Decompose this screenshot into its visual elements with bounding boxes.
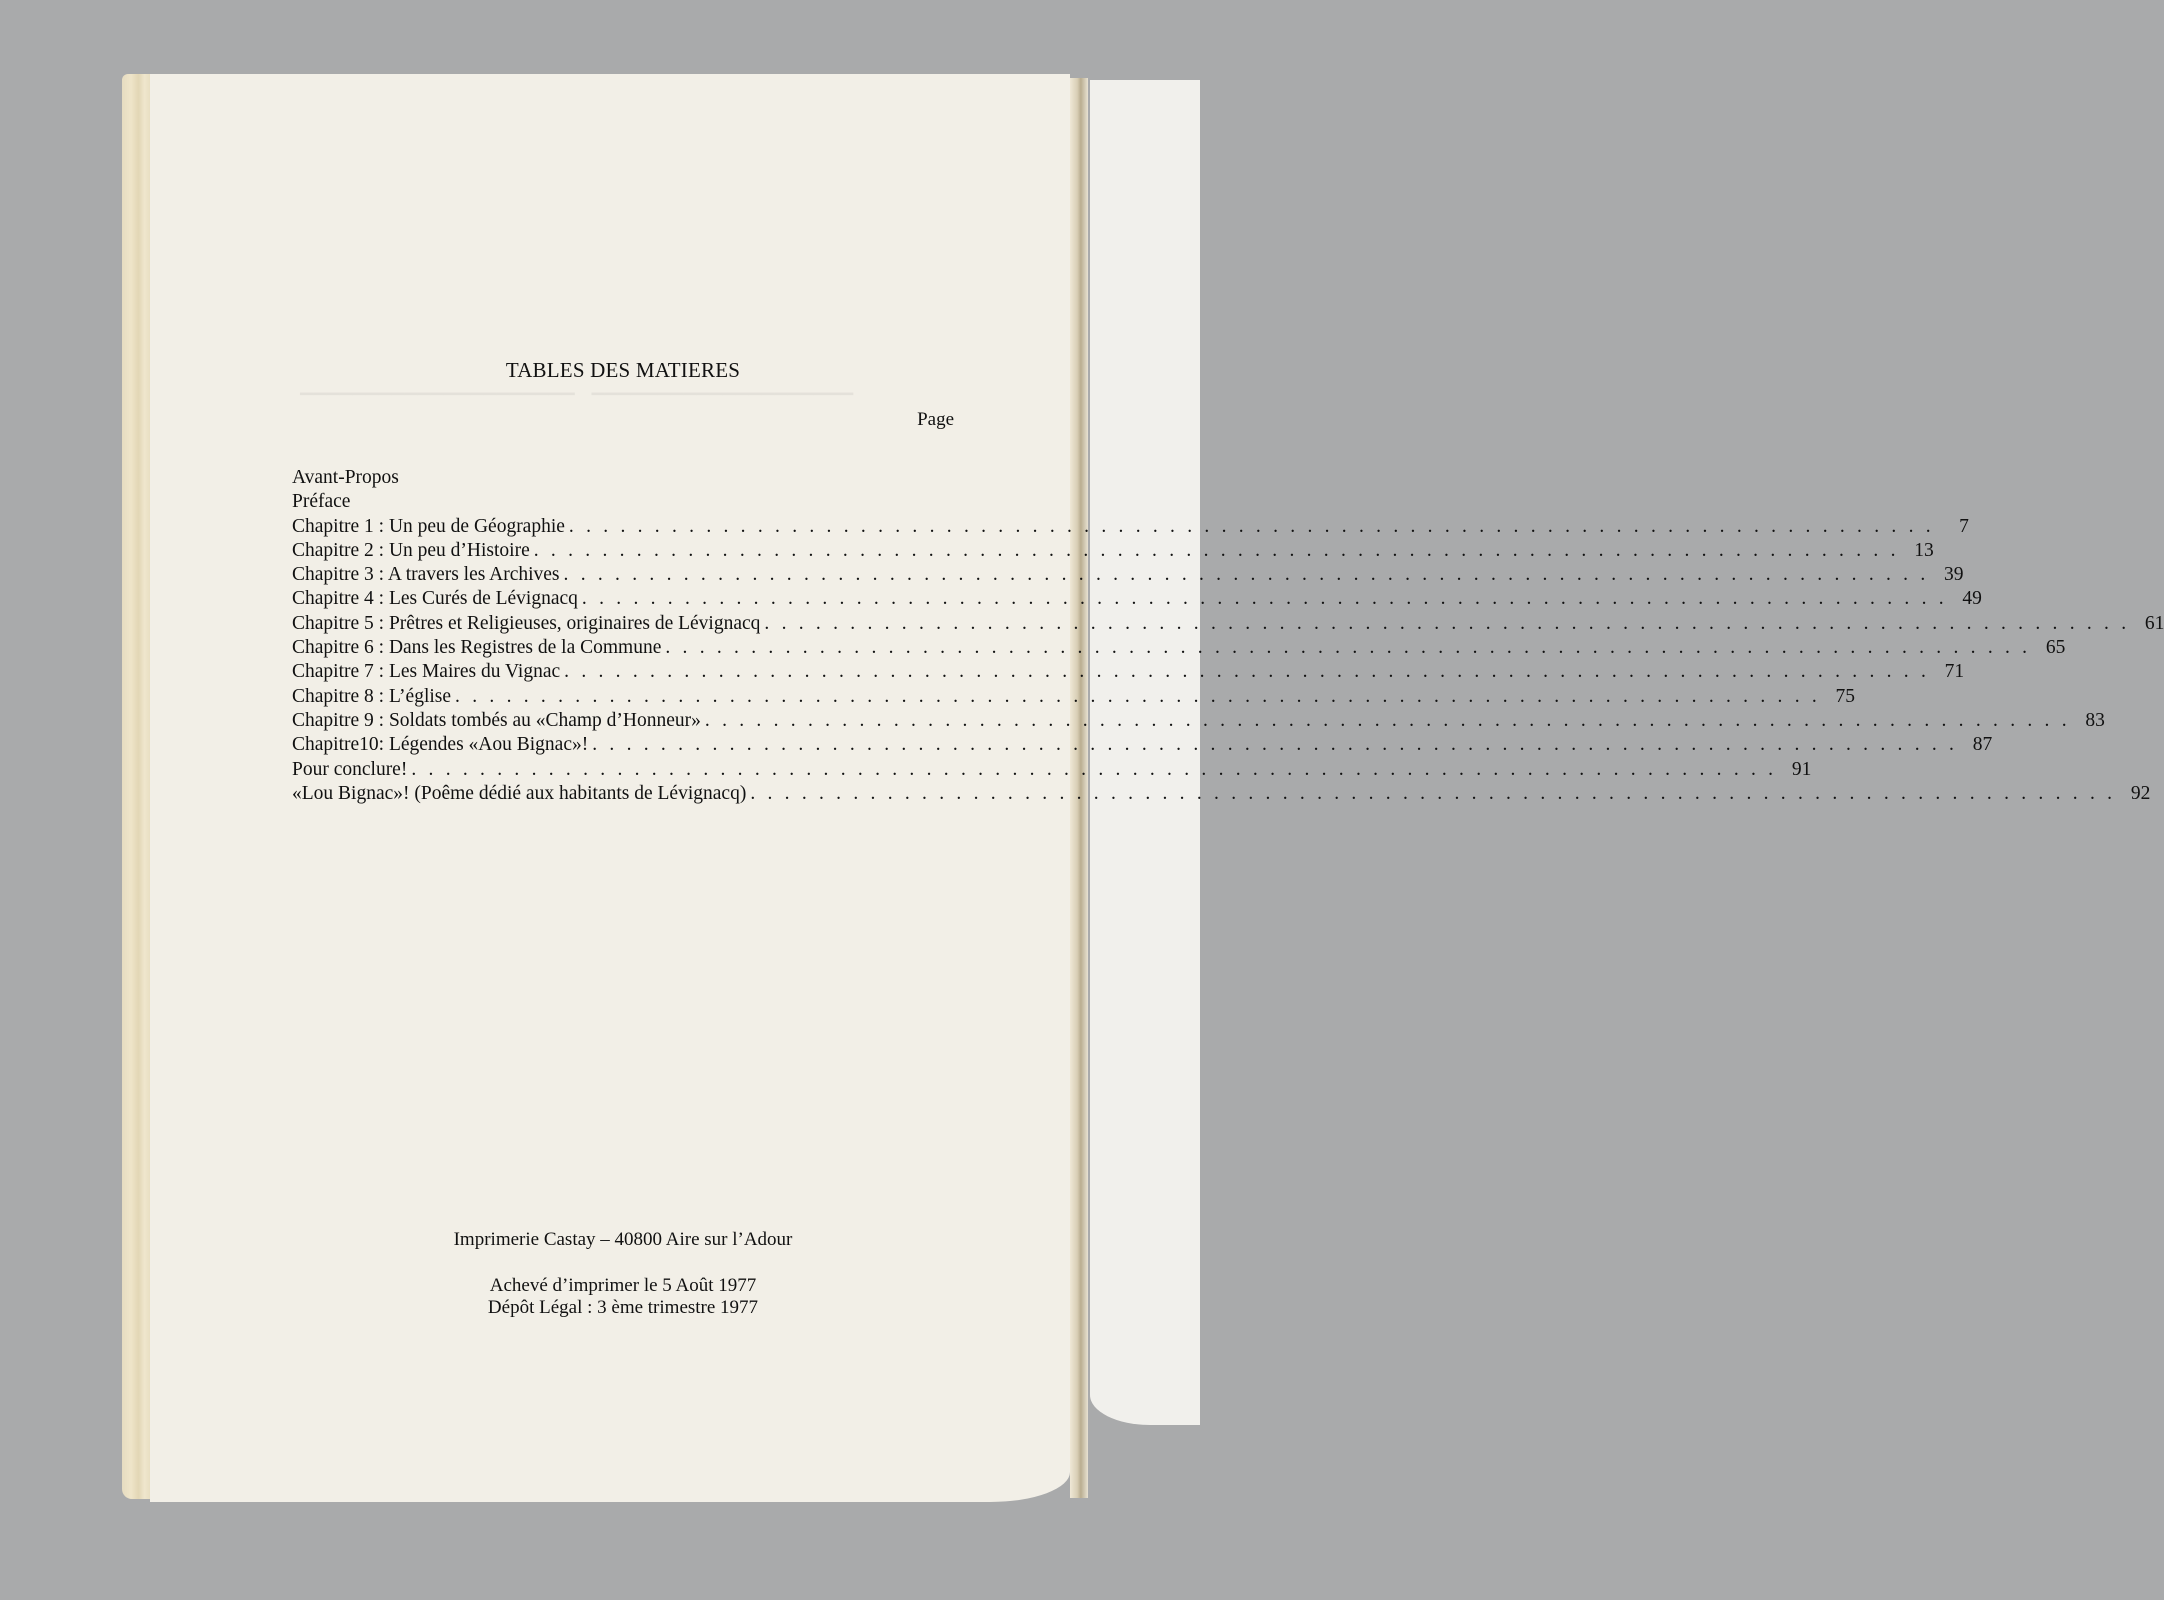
toc-entry-label: Chapitre10: Légendes «Aou Bignac»! — [292, 734, 589, 756]
toc-entry-page: 75 — [1835, 685, 1856, 707]
toc-entry — [292, 515, 1969, 539]
page-edges — [122, 74, 152, 1499]
toc-entry-label: Préface — [292, 491, 351, 513]
dot-leader: ................................................................................ — [592, 734, 1967, 756]
dot-leader: ................................................................................ — [533, 539, 1908, 561]
toc-title: TABLES DES MATIERES — [505, 358, 741, 382]
show-through-decoration: ▁▁▁▁▁▁▁▁▁▁▁▁▁▁▁▁▁▁▁▁▁ ▁▁▁▁▁▁▁▁▁▁▁▁▁▁▁▁▁▁▁▁ — [300, 376, 854, 395]
page-column-label: Page — [917, 409, 954, 430]
toc-entry-label: Chapitre 5 : Prêtres et Religieuses, originaires de Lévignacq — [292, 612, 761, 634]
toc-entry-page: 87 — [1972, 734, 1993, 756]
toc-entry — [292, 758, 1812, 782]
toc-entry-page: 83 — [2085, 709, 2105, 731]
legal-deposit: Dépôt Légal : 3 ème trimestre 1977 — [487, 1297, 759, 1318]
toc-entry — [292, 612, 2164, 636]
dot-leader: ................................................................................ — [750, 782, 2125, 804]
toc-entry — [292, 587, 1982, 611]
dot-leader: ................................................................................ — [563, 564, 1938, 586]
dot-leader: ................................................................................ — [411, 758, 1786, 780]
toc-entry — [292, 539, 1934, 563]
toc-entry-page: 65 — [2045, 637, 2066, 659]
toc-entry-label: «Lou Bignac»! (Poême dédié aux habitants de Lévignacq) — [292, 782, 747, 804]
table-of-contents — [292, 466, 2164, 806]
toc-entry-label: Pour conclure! — [292, 758, 408, 780]
toc-entry-label: Chapitre 2 : Un peu d’Histoire — [292, 539, 530, 561]
dot-leader: ................................................................................ — [665, 637, 2040, 659]
dot-leader: ................................................................................ — [564, 661, 1939, 683]
dot-leader: ................................................................................ — [568, 515, 1943, 537]
book-page — [150, 74, 2164, 1502]
toc-entry-page: 71 — [1944, 661, 1965, 683]
toc-entry-label: Chapitre 4 : Les Curés de Lévignacq — [292, 588, 578, 610]
toc-entry-label: Chapitre 8 : L’église — [292, 685, 452, 707]
toc-entry — [292, 733, 1993, 757]
toc-entry-page: 49 — [1962, 588, 1982, 610]
dot-leader: ................................................................................ — [455, 685, 1830, 707]
toc-entry — [292, 660, 1965, 684]
toc-entry-label: Chapitre 7 : Les Maires du Vignac — [292, 661, 561, 683]
dot-leader: ................................................................................ — [764, 612, 2139, 634]
toc-entry — [292, 709, 2105, 733]
toc-entry-page: 91 — [1791, 758, 1812, 780]
toc-entry — [292, 782, 2151, 806]
toc-entry-label: Chapitre 9 : Soldats tombés au «Champ d’Honneur» — [292, 709, 701, 731]
toc-entry — [292, 636, 2066, 660]
toc-entry-label: Avant-Propos — [292, 467, 399, 488]
dot-leader: ................................................................................ — [581, 588, 1956, 610]
toc-entry-page: 7 — [1959, 515, 1969, 537]
toc-entry-page: 61 — [2144, 612, 2164, 634]
printed-date: Achevé d’imprimer le 5 Août 1977 — [489, 1275, 757, 1296]
toc-entry — [292, 466, 956, 490]
print-info — [150, 1275, 1070, 1319]
toc-entry — [292, 490, 956, 514]
toc-entry-page: 39 — [1944, 564, 1964, 586]
dot-leader: ................................................................................ — [704, 709, 2079, 731]
toc-entry-label: Chapitre 6 : Dans les Registres de la Commune — [292, 637, 662, 659]
toc-entry-label: Chapitre 3 : A travers les Archives — [292, 564, 560, 586]
toc-entry — [292, 563, 1964, 587]
toc-entry-label: Chapitre 1 : Un peu de Géographie — [292, 515, 565, 537]
toc-entry-page: 92 — [2130, 782, 2151, 804]
toc-entry — [292, 685, 1856, 709]
printer-line: Imprimerie Castay – 40800 Aire sur l’Adour — [453, 1229, 793, 1250]
toc-entry-page: 13 — [1914, 539, 1934, 561]
